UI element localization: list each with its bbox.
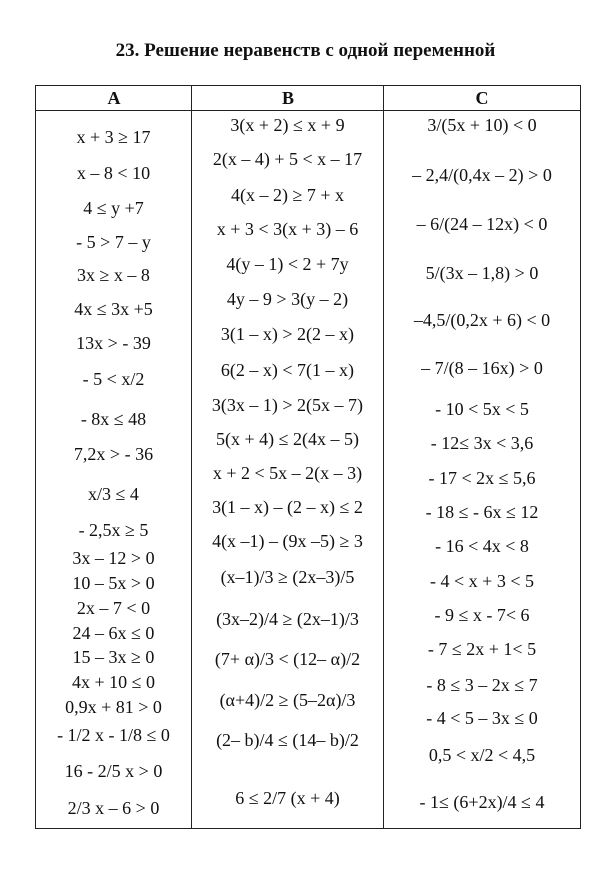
inequality-item: x – 8 < 10 bbox=[76, 163, 151, 183]
inequality-item: 3/(5x + 10) < 0 bbox=[427, 115, 537, 135]
inequality-item: 5(x + 4) ≤ 2(4x – 5) bbox=[215, 429, 359, 449]
inequality-item: 3(x + 2) ≤ x + 9 bbox=[230, 115, 345, 135]
inequality-item: –4,5/(0,2x + 6) < 0 bbox=[413, 310, 551, 330]
inequality-item: - 16 < 4x < 8 bbox=[435, 536, 529, 556]
inequality-item: x + 3 < 3(x + 3) – 6 bbox=[216, 219, 359, 239]
inequality-item: 4y – 9 > 3(y – 2) bbox=[226, 289, 349, 309]
inequality-item: (2– b)/4 ≤ (14– b)/2 bbox=[216, 730, 359, 750]
inequality-item: 4x ≤ 3x +5 bbox=[74, 299, 153, 319]
inequality-item: 13x > - 39 bbox=[76, 333, 151, 353]
inequality-item: 3(1 – x) > 2(2 – x) bbox=[220, 324, 355, 344]
inequality-item: 4(x –1) – (9x –5) ≥ 3 bbox=[212, 531, 363, 551]
page-title: 23. Решение неравенств с одной переменной bbox=[115, 40, 496, 61]
inequality-item: - 8x ≤ 48 bbox=[80, 409, 147, 429]
inequality-item: – 7/(8 – 16x) > 0 bbox=[421, 358, 543, 378]
inequality-item: 3x – 12 > 0 bbox=[72, 548, 155, 568]
inequality-item: 3(3x – 1) > 2(5x – 7) bbox=[211, 395, 364, 415]
column-header-c: C bbox=[475, 88, 489, 108]
inequality-item: x/3 ≤ 4 bbox=[88, 484, 139, 504]
inequality-item: 0,9x + 81 > 0 bbox=[65, 697, 162, 717]
inequality-item: - 18 ≤ - 6x ≤ 12 bbox=[425, 502, 539, 522]
inequality-item: - 5 > 7 – y bbox=[76, 232, 151, 252]
inequality-item: - 17 < 2x ≤ 5,6 bbox=[428, 468, 536, 488]
column-header-a: A bbox=[107, 88, 121, 108]
inequality-item: 6(2 – x) < 7(1 – x) bbox=[220, 360, 355, 380]
inequality-item: - 1≤ (6+2x)/4 ≤ 4 bbox=[419, 792, 545, 812]
inequality-item: (x–1)/3 ≥ (2x–3)/5 bbox=[220, 567, 355, 587]
inequality-item: 4 ≤ y +7 bbox=[83, 198, 144, 218]
inequality-item: - 8 ≤ 3 – 2x ≤ 7 bbox=[426, 675, 538, 695]
inequality-item: 5/(3x – 1,8) > 0 bbox=[425, 263, 539, 283]
column-c bbox=[384, 110, 580, 828]
inequality-item: 4(y – 1) < 2 + 7y bbox=[226, 254, 349, 274]
inequality-item: (3x–2)/4 ≥ (2x–1)/3 bbox=[216, 609, 359, 629]
inequality-item: 0,5 < x/2 < 4,5 bbox=[428, 745, 536, 765]
inequality-item: 2x – 7 < 0 bbox=[76, 598, 151, 618]
column-a bbox=[36, 110, 191, 828]
column-b bbox=[192, 110, 383, 828]
inequality-item: (α+4)/2 ≥ (5–2α)/3 bbox=[219, 690, 356, 710]
inequality-item: – 2,4/(0,4x – 2) > 0 bbox=[412, 165, 552, 185]
inequality-item: 16 - 2/5 x > 0 bbox=[64, 761, 163, 781]
inequality-item: (7+ α)/3 < (12– α)/2 bbox=[214, 649, 361, 669]
inequality-item: 4x + 10 ≤ 0 bbox=[71, 672, 156, 692]
inequality-item: - 10 < 5x < 5 bbox=[435, 399, 529, 419]
inequality-item: 3x ≥ x – 8 bbox=[77, 265, 150, 285]
inequality-item: - 12≤ 3x < 3,6 bbox=[430, 433, 534, 453]
inequality-item: – 6/(24 – 12x) < 0 bbox=[416, 214, 548, 234]
inequality-item: - 2,5x ≥ 5 bbox=[78, 520, 149, 540]
inequality-item: - 4 < x + 3 < 5 bbox=[430, 571, 534, 591]
inequality-item: 2/3 x – 6 > 0 bbox=[67, 798, 160, 818]
table-header bbox=[36, 86, 580, 111]
inequality-item: - 9 ≤ x - 7< 6 bbox=[434, 605, 530, 625]
column-header-b: B bbox=[281, 88, 294, 108]
inequality-item: - 7 ≤ 2x + 1< 5 bbox=[427, 639, 537, 659]
inequality-item: 24 – 6x ≤ 0 bbox=[72, 623, 155, 643]
inequality-item: 4(x – 2) ≥ 7 + x bbox=[230, 185, 345, 205]
inequality-item: - 1/2 x - 1/8 ≤ 0 bbox=[57, 725, 170, 745]
inequality-item: 3(1 – x) – (2 – x) ≤ 2 bbox=[212, 497, 363, 517]
inequality-item: - 4 < 5 – 3x ≤ 0 bbox=[426, 708, 538, 728]
inequality-item: 6 ≤ 2/7 (x + 4) bbox=[235, 788, 340, 808]
inequality-item: 10 – 5x > 0 bbox=[72, 573, 155, 593]
inequality-item: 15 – 3x ≥ 0 bbox=[72, 647, 155, 667]
inequalities-table bbox=[35, 85, 581, 829]
inequality-item: 2(x – 4) + 5 < x – 17 bbox=[212, 149, 363, 169]
inequality-item: - 5 < x/2 bbox=[82, 369, 145, 389]
inequality-item: x + 3 ≥ 17 bbox=[76, 127, 151, 147]
inequality-item: 7,2x > - 36 bbox=[73, 444, 154, 464]
inequality-item: x + 2 < 5x – 2(x – 3) bbox=[212, 463, 363, 483]
